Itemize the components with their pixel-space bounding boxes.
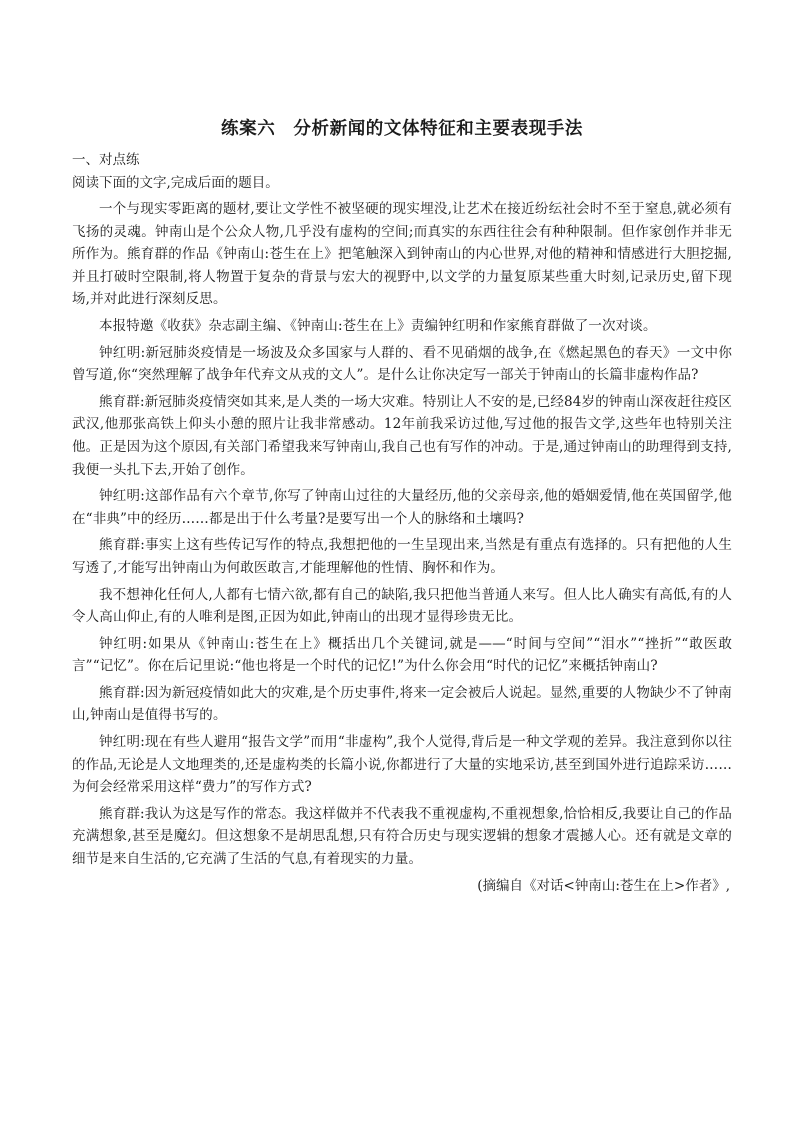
paragraph-intro: 一个与现实零距离的题材,要让文学性不被坚硬的现实埋没,让艺术在接近纷纭社会时不至于窒息,就必须有飞扬的灵魂。钟南山是个公众人物,几乎没有虚构的空间;而真实的东西往往会有种种限制。但作家创作并非无所作为。熊育群的作品《钟南山:苍生在上》把笔触深入到钟南山的内心世界,对他的精神和情感进行大胆挖掘,并且打破时空限制,将人物置于复杂的背景与宏大的视野中,以文学的力量复原某些重大时刻,记录历史,留下现场,并对此进行深刻反思。: [72, 201, 732, 308]
paragraph-question-2: 钟红明:这部作品有六个章节,你写了钟南山过往的大量经历,他的父亲母亲,他的婚姻爱情,他在英国留学,他在“非典”中的经历……都是出于什么考量?是要写出一个人的脉络和土壤吗?: [72, 488, 732, 527]
page-title: 练案六 分析新闻的文体特征和主要表现手法: [221, 119, 583, 139]
reading-instruction: 阅读下面的文字,完成后面的题目。: [72, 175, 279, 191]
paragraph-answer-3: 熊育群:因为新冠疫情如此大的灾难,是个历史事件,将来一定会被后人说起。显然,重要的人物缺少不了钟南山,钟南山是值得书写的。: [72, 684, 732, 724]
source-citation: (摘编自《对话<钟南山:苍生在上>作者》,: [477, 877, 730, 894]
paragraph-question-3: 钟红明:如果从《钟南山:苍生在上》概括出几个关键词,就是——“时间与空间”“泪水”“挫折”“敢医敢言”“记忆”。你在后记里说:“他也将是一个时代的记忆!”为什么你会用“时代的记忆”来概括钟南山?: [72, 635, 732, 675]
paragraph-answer-1: 熊育群:新冠肺炎疫情突如其来,是人类的一场大灾难。特别让人不安的是,已经84岁的钟南山深夜赶往疫区武汉,他那张高铁上仰头小憩的照片让我非常感动。12年前我采访过他,写过他的报告文学,这些年也特别关注他。正是因为这个原因,有关部门希望我来写钟南山,我自己也有写作的冲动。于是,通过钟南山的助理得到支持,我便一头扎下去,开始了创作。: [72, 393, 732, 478]
paragraph-invitation: 本报特邀《收获》杂志副主编、《钟南山:苍生在上》责编钟红明和作家熊育群做了一次对谈。: [99, 317, 657, 334]
paragraph-answer-2: 熊育群:事实上这有些传记写作的特点,我想把他的一生呈现出来,当然是有重点有选择的。只有把他的人生写透了,才能写出钟南山为何敢医敢言,才能理解他的性情、胸怀和作为。: [72, 537, 732, 576]
paragraph-question-1: 钟红明:新冠肺炎疫情是一场波及众多国家与人群的、看不见硝烟的战争,在《燃起黑色的春天》一文中你曾写道,你“突然理解了战争年代弃文从戎的文人”。是什么让你决定写一部关于钟南山的长篇非虚构作品?: [72, 344, 732, 384]
paragraph-answer-4: 熊育群:我认为这是写作的常态。我这样做并不代表我不重视虚构,不重视想象,恰恰相反,我要让自己的作品充满想象,甚至是魔幻。但这想象不是胡思乱想,只有符合历史与现实逻辑的想象才震撼人心。还有就是文章的细节是来自生活的,它充满了生活的气息,有着现实的力量。: [72, 805, 732, 868]
section-heading: 一、对点练: [72, 152, 140, 168]
paragraph-question-4: 钟红明:现在有些人避用“报告文学”而用“非虚构”,我个人觉得,背后是一种文学观的差异。我注意到你以往的作品,无论是人文地理类的,还是虚构类的长篇小说,你都进行了大量的实地采访,甚至到国外进行追踪采访……为何会经常采用这样“费力”的写作方式?: [72, 734, 732, 796]
paragraph-answer-2-continued: 我不想神化任何人,人都有七情六欲,都有自己的缺陷,我只把他当普通人来写。但人比人确实有高低,有的人令人高山仰止,有的人唯利是图,正因为如此,钟南山的出现才显得珍贵无比。: [72, 586, 732, 626]
